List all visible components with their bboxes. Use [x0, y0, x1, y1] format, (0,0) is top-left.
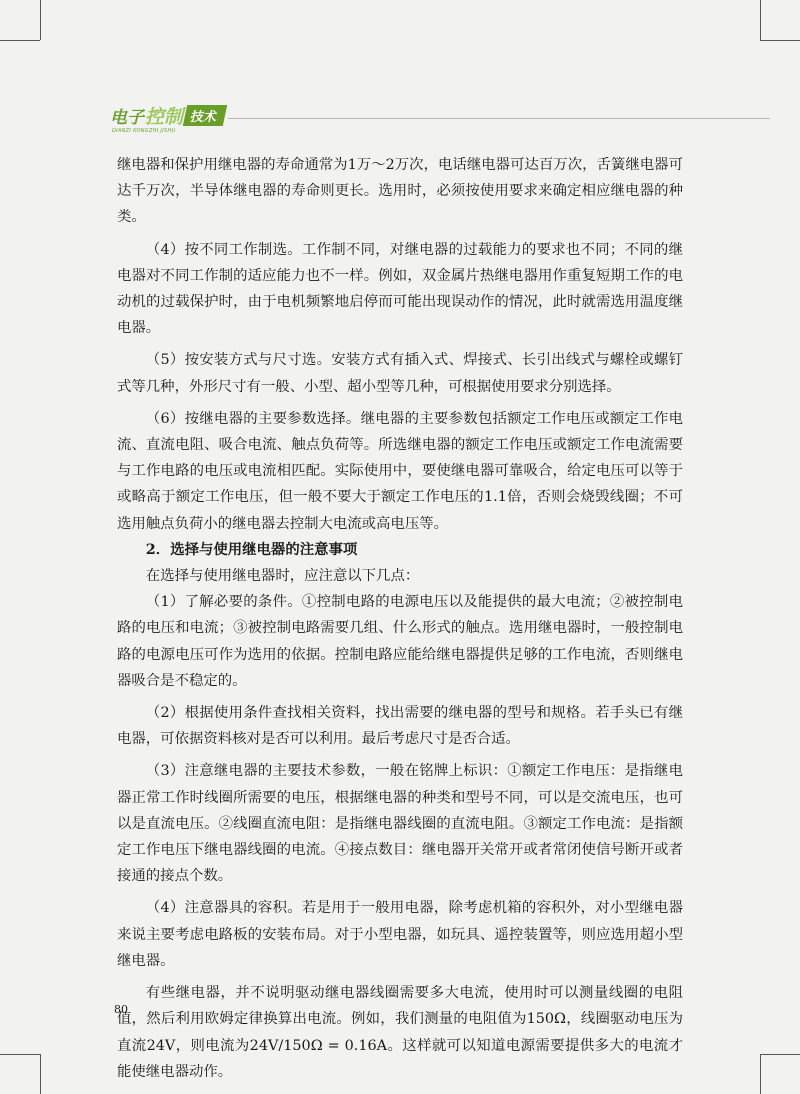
article-body	[117, 152, 683, 1085]
paragraph: 有些继电器，并不说明驱动继电器线圈需要多大电流，使用时可以测量线圈的电阻值，然后利用欧姆定律换算出电流。例如，我们测量的电阻值为150Ω，线圈驱动电压为直流24V，则电流为24V/150Ω = 0.16A。这样就可以知道电源需要提供多大的电流才能使继电器动作。	[117, 985, 683, 1080]
paragraph: （4）按不同工作制选。工作制不同，对继电器的过载能力的要求也不同；不同的继电器对不同工作制的适应能力也不一样。例如，双金属片热继电器用作重复短期工作的电动机的过载保护时，由于电机频繁地启停而可能出现误动作的情况，此时就需选用温度继电器。	[117, 241, 683, 337]
paragraph: 继电器和保护用继电器的寿命通常为1万～2万次，电话继电器可达百万次，舌簧继电器可达千万次，半导体继电器的寿命则更长。选用时，必须按使用要求来确定相应继电器的种类。	[117, 157, 683, 226]
crop-mark	[0, 40, 40, 41]
crop-mark	[760, 40, 800, 41]
paragraph: 在选择与使用继电器时，应注意以下几点：	[145, 568, 420, 585]
running-header	[110, 104, 770, 136]
paragraph: （5）按安装方式与尺寸选。安装方式有插入式、焊接式、长引出线式与螺栓或螺钉式等几种，外形尺寸有一般、小型、超小型等几种，可根据使用要求分别选择。	[117, 352, 683, 395]
crop-mark	[0, 1054, 40, 1055]
paragraph: （6）按继电器的主要参数选择。继电器的主要参数包括额定工作电压或额定工作电流、直流电阻、吸合电流、触点负荷等。所选继电器的额定工作电压或额定工作电流需要与工作电路的电压或电流相匹配。实际使用中，要使继电器可靠吸合，给定电压可以等于或略高于额定工作电压，但一般不要大于额定工作电压的1.1倍，否则会烧毁线圈；不可选用触点负荷小的继电器去控制大电流或高电压等。	[117, 410, 683, 532]
logo-text-part1: 电子	[110, 107, 144, 128]
crop-mark	[760, 1054, 800, 1055]
crop-mark	[40, 0, 41, 40]
paragraph: （4）注意器具的容积。若是用于一般用电器，除考虑机箱的容积外，对小型继电器来说主要考虑电路板的安装布局。对于小型电器，如玩具、遥控装置等，则应选用超小型继电器。	[117, 900, 683, 969]
crop-mark	[40, 1054, 41, 1094]
paragraph: （3）注意继电器的主要技术参数，一般在铭牌上标识：①额定工作电压：是指继电器正常工作时线圈所需要的电压，根据继电器的种类和型号不同，可以是交流电压，也可以是直流电压。②线圈直流电阻：是指继电器线圈的直流电阻。③额定工作电流：是指额定工作电压下继电器线圈的电流。④接点数目：继电器开关常开或者常闭使信号断开或者接通的接点个数。	[117, 763, 683, 885]
crop-mark	[760, 1054, 761, 1094]
page-number: 80	[114, 1003, 128, 1016]
logo-subtitle: DIANZI KONGZHI JISHU	[112, 128, 176, 134]
section-heading: 2．选择与使用继电器的注意事项	[145, 540, 358, 558]
header-rule	[228, 118, 770, 119]
crop-mark	[760, 0, 761, 40]
journal-logo	[110, 104, 225, 126]
paragraph: （2）根据使用条件查找相关资料，找出需要的继电器的型号和规格。若手头已有继电器，可依据资料核对是否可以利用。最后考虑尺寸是否合适。	[117, 705, 683, 748]
logo-text-part2: 控制	[145, 105, 184, 128]
paragraph: （1）了解必要的条件。①控制电路的电源电压以及能提供的最大电流；②被控制电路的电压和电流；③被控制电路需要几组、什么形式的触点。选用继电器时，一般控制电路的电源电压可作为选用的依据。控制电路应能给继电器提供足够的工作电流，否则继电器吸合是不稳定的。	[117, 594, 683, 689]
logo-text-part3: 技术	[183, 105, 227, 126]
